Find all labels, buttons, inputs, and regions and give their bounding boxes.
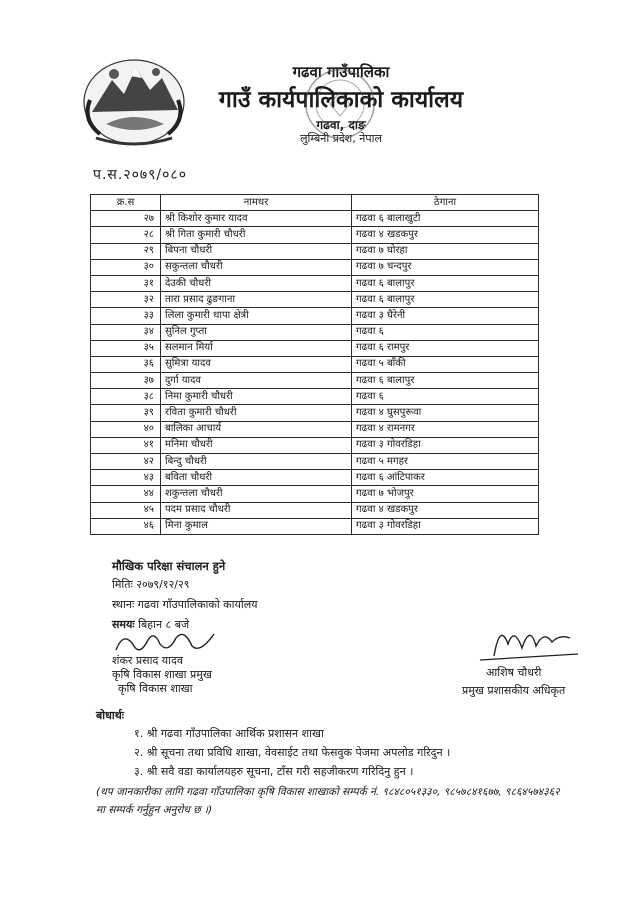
serial-cell: ४६ bbox=[91, 518, 161, 534]
name-cell: सकुन्तला चौधरी bbox=[161, 259, 352, 275]
serial-cell: ३० bbox=[91, 259, 161, 275]
table-row bbox=[91, 502, 539, 518]
serial-cell: ३१ bbox=[91, 275, 161, 291]
serial-cell: ४० bbox=[91, 421, 161, 437]
name-cell: श्री गिता कुमारी चौधरी bbox=[161, 227, 352, 243]
exam-venue: स्थानः गढवा गाँउपालिकाको कार्यालय bbox=[112, 598, 258, 611]
name-cell: सलमान मिर्या bbox=[161, 340, 352, 356]
table-row bbox=[91, 373, 539, 389]
name-cell: बिन्दु चौधरी bbox=[161, 454, 352, 470]
serial-cell: ४४ bbox=[91, 486, 161, 502]
table-row bbox=[91, 486, 539, 502]
table-row bbox=[91, 340, 539, 356]
address-cell: गढवा ६ बालापुर bbox=[352, 292, 539, 308]
serial-cell: ३३ bbox=[91, 308, 161, 324]
address-cell: गढवा ५ मगहर bbox=[352, 454, 539, 470]
office-province: लुम्बिनी प्रदेश, नेपाल bbox=[300, 132, 382, 145]
signatory-left-name: शंकर प्रसाद यादव bbox=[112, 654, 183, 667]
name-cell: रविता कुमारी चौधरी bbox=[161, 405, 352, 421]
exam-time-label: समयः bbox=[112, 618, 135, 631]
office-address: गढवा, दाङ bbox=[316, 118, 366, 132]
address-cell: गढवा ७ चन्दपुर bbox=[352, 259, 539, 275]
table-row bbox=[91, 518, 539, 534]
name-cell: सुनिल गुप्ता bbox=[161, 324, 352, 340]
address-cell: गढवा ६ bbox=[352, 324, 539, 340]
name-cell: पदम प्रसाद चौधरी bbox=[161, 502, 352, 518]
column-header-address: ठेगाना bbox=[352, 195, 539, 211]
address-cell: गढवा ३ घैरेनी bbox=[352, 308, 539, 324]
address-cell: गढवा ५ बाँकी bbox=[352, 356, 539, 372]
signatory-left-title: कृषि विकास शाखा प्रमुख bbox=[112, 668, 212, 681]
serial-cell: ३२ bbox=[91, 292, 161, 308]
name-cell: मिना कुमाल bbox=[161, 518, 352, 534]
exam-time-value: बिहान ८ बजे bbox=[138, 618, 190, 631]
table-row bbox=[91, 421, 539, 437]
address-cell: गढवा ६ बालापुर bbox=[352, 275, 539, 291]
name-cell: शकुन्तला चौधरी bbox=[161, 486, 352, 502]
table-row bbox=[91, 437, 539, 453]
table-header-row bbox=[91, 195, 539, 211]
table-row bbox=[91, 356, 539, 372]
table-row bbox=[91, 259, 539, 275]
name-cell: श्री किशोर कुमार यादव bbox=[161, 211, 352, 227]
address-cell: गढवा ७ भोजपुर bbox=[352, 486, 539, 502]
column-header-serial: क्र.स bbox=[91, 195, 161, 211]
address-cell: गढवा ६ रामपुर bbox=[352, 340, 539, 356]
table-row bbox=[91, 243, 539, 259]
name-cell: बविता चौधरी bbox=[161, 470, 352, 486]
address-cell: गढवा ६ आंटिपाकर bbox=[352, 470, 539, 486]
table-row bbox=[91, 308, 539, 324]
column-header-name: नामथर bbox=[161, 195, 352, 211]
name-cell: निमा कुमारी चौधरी bbox=[161, 389, 352, 405]
table-row bbox=[91, 227, 539, 243]
table-row bbox=[91, 324, 539, 340]
serial-cell: ३५ bbox=[91, 340, 161, 356]
name-cell: तारा प्रसाद ढुङगाना bbox=[161, 292, 352, 308]
address-cell: गढवा ४ खडकपुर bbox=[352, 502, 539, 518]
serial-cell: ४५ bbox=[91, 502, 161, 518]
contact-footnote: (थप जानकारीका लागि गढवा गाँउपालिका कृषि विकास शाखाको सम्पर्क नं. ९८४८०५१३३०, ९८५७८४१६७७, ९८६४५७४३६२ मा सम्पर्क गर्नुहुन अनुरोध छ ।) bbox=[96, 786, 560, 816]
name-cell: देउकी चौधरी bbox=[161, 275, 352, 291]
serial-cell: ४३ bbox=[91, 470, 161, 486]
table-row bbox=[91, 470, 539, 486]
name-cell: बालिका आचार्य bbox=[161, 421, 352, 437]
serial-cell: ३८ bbox=[91, 389, 161, 405]
table-row bbox=[91, 454, 539, 470]
name-cell: सुमित्रा यादव bbox=[161, 356, 352, 372]
municipality-name: गढवा गाउँपालिका bbox=[292, 63, 390, 81]
address-cell: गढवा ४ रामनगर bbox=[352, 421, 539, 437]
signatory-left-section: कृषि विकास शाखा bbox=[118, 682, 193, 695]
table-row bbox=[91, 275, 539, 291]
serial-cell: २९ bbox=[91, 243, 161, 259]
serial-cell: २७ bbox=[91, 211, 161, 227]
exam-heading: मौखिक परिक्षा संचालन हुने bbox=[112, 559, 226, 573]
address-cell: गढवा ६ bbox=[352, 389, 539, 405]
address-cell: गढवा ६ बालापुर bbox=[352, 373, 539, 389]
serial-cell: ३७ bbox=[91, 373, 161, 389]
serial-cell: ४२ bbox=[91, 454, 161, 470]
distribution-item-2: २. श्री सूचना तथा प्रविधि शाखा, वेवसाईट तथा फेसवुक पेजमा अपलोड गरिदुन । bbox=[134, 746, 451, 759]
address-cell: गढवा ६ बालाखुटी bbox=[352, 211, 539, 227]
address-cell: गढवा ४ खडकपुर bbox=[352, 227, 539, 243]
name-cell: बिपना चौधरी bbox=[161, 243, 352, 259]
address-cell: गढवा ४ घुसपुरूवा bbox=[352, 405, 539, 421]
distribution-item-1: १. श्री गढवा गाँउपालिका आर्थिक प्रशासन शाखा bbox=[134, 727, 324, 740]
table-row bbox=[91, 389, 539, 405]
name-cell: दुर्गा यादव bbox=[161, 373, 352, 389]
serial-cell: २८ bbox=[91, 227, 161, 243]
nepal-emblem-icon bbox=[78, 50, 190, 150]
office-stamp-icon bbox=[300, 64, 380, 144]
table-row bbox=[91, 405, 539, 421]
table-row bbox=[91, 292, 539, 308]
address-cell: गढवा ७ घोरहा bbox=[352, 243, 539, 259]
candidate-table bbox=[90, 194, 539, 535]
table-row bbox=[91, 211, 539, 227]
exam-date: मितिः २०७९/१२/२९ bbox=[112, 578, 190, 591]
distribution-item-3: ३. श्री सवै वडा कार्यालयहरु सूचना, टाँस गरी सहजीकरण गरिदिनु हुन । bbox=[134, 765, 414, 778]
address-cell: गढवा ३ गोवरडिहा bbox=[352, 437, 539, 453]
address-cell: गढवा ३ गोवरडिहा bbox=[352, 518, 539, 534]
name-cell: लिला कुमारी थापा क्षेत्री bbox=[161, 308, 352, 324]
name-cell: मनिमा चौधरी bbox=[161, 437, 352, 453]
serial-cell: ३६ bbox=[91, 356, 161, 372]
serial-cell: ३९ bbox=[91, 405, 161, 421]
serial-cell: ४१ bbox=[91, 437, 161, 453]
office-name: गाउँ कार्यपालिकाको कार्यालय bbox=[218, 87, 464, 113]
signature-right-icon bbox=[474, 616, 584, 664]
reference-number: प.स.२०७९/०८० bbox=[93, 167, 187, 183]
signatory-right-title: प्रमुख प्रशासकीय अधिकृत bbox=[462, 684, 566, 697]
distribution-label: बोधार्थः bbox=[96, 709, 124, 722]
serial-cell: ३४ bbox=[91, 324, 161, 340]
signatory-right-name: आशिष चौधरी bbox=[486, 666, 542, 679]
